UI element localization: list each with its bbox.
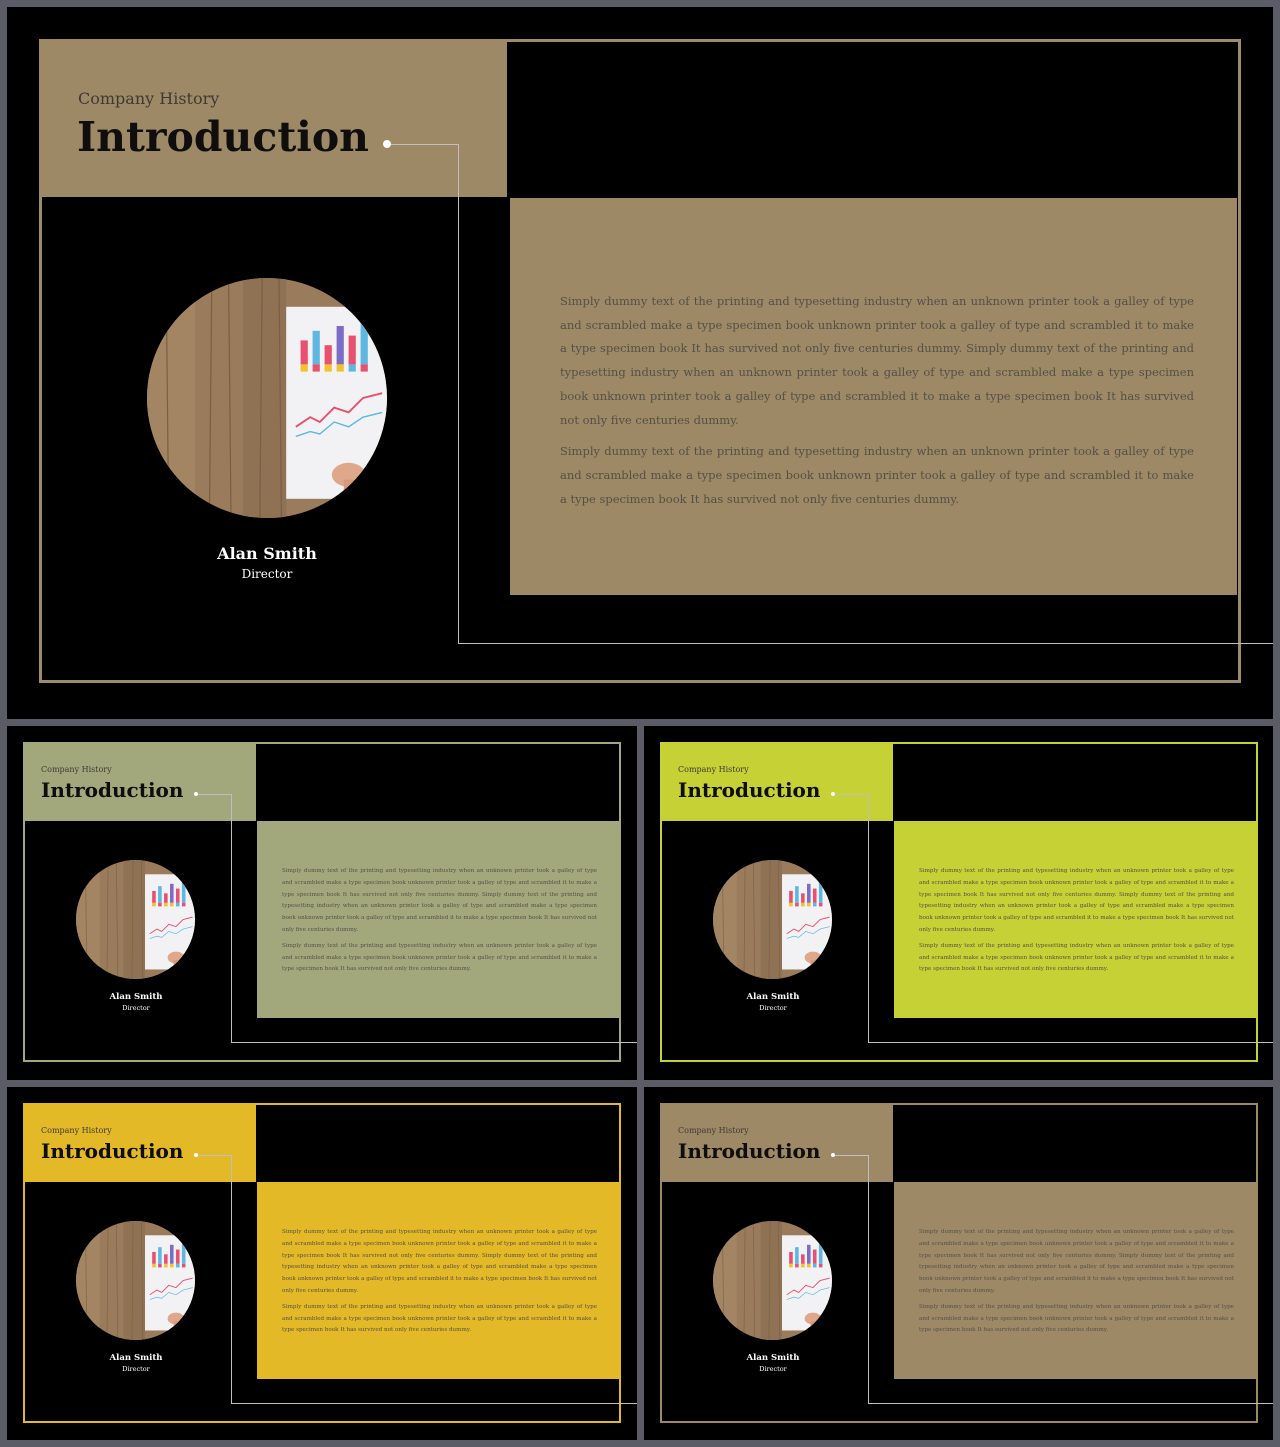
- profile-photo: [76, 860, 195, 979]
- text-panel: [257, 1182, 619, 1379]
- header-dark-panel: [894, 1105, 1256, 1182]
- slide-variant-tan[interactable]: [644, 1087, 1273, 1440]
- profile-photo: [147, 278, 387, 518]
- paragraph: Simply dummy text of the printing and typesetting industry when an unknown printer took a galley of type and scrambled make a type specimen book unknown printer took a galley of type and scrambled it to make a type specimen book It has survived not only five centuries dummy.: [282, 942, 597, 973]
- connector-line: [391, 144, 458, 145]
- person-role: Director: [241, 567, 293, 581]
- slide-variant-lime[interactable]: [644, 726, 1273, 1080]
- chart-photo-illustration: [76, 860, 195, 979]
- connector-dot: [383, 140, 391, 148]
- slide-main[interactable]: [7, 7, 1273, 719]
- connector-line: [198, 794, 231, 795]
- connector-line: [458, 643, 1273, 644]
- header-dark-panel: [257, 744, 619, 821]
- text-panel: [257, 821, 619, 1018]
- paragraph: Simply dummy text of the printing and typesetting industry when an unknown printer took a galley of type and scrambled make a type specimen book unknown printer took a galley of type and scrambled it to make a type specimen book It has survived not only five centuries dummy. Simply dummy text of the printing and typesetting industry when an unknown printer took a galley of type and scrambled make a type specimen book unknown printer took a galley of type and scrambled it to make a type specimen book It has survived not only five centuries dummy.: [919, 868, 1234, 933]
- connector-line: [231, 1155, 232, 1403]
- profile-photo: [76, 1221, 195, 1340]
- profile-photo: [713, 860, 832, 979]
- connector-line: [231, 794, 232, 1042]
- person-name: Alan Smith: [109, 1353, 163, 1363]
- profile-photo: [713, 1221, 832, 1340]
- paragraph: Simply dummy text of the printing and typesetting industry when an unknown printer took a galley of type and scrambled make a type specimen book unknown printer took a galley of type and scrambled it to make a type specimen book It has survived not only five centuries dummy. Simply dummy text of the printing and typesetting industry when an unknown printer took a galley of type and scrambled make a type specimen book unknown printer took a galley of type and scrambled it to make a type specimen book It has survived not only five centuries dummy.: [282, 1229, 597, 1294]
- paragraph: Simply dummy text of the printing and typesetting industry when an unknown printer took a galley of type and scrambled make a type specimen book unknown printer took a galley of type and scrambled it to make a type specimen book It has survived not only five centuries dummy.: [919, 942, 1234, 973]
- person-name: Alan Smith: [109, 992, 163, 1002]
- text-panel: [894, 1182, 1256, 1379]
- paragraph: Simply dummy text of the printing and typesetting industry when an unknown printer took a galley of type and scrambled make a type specimen book unknown printer took a galley of type and scrambled it to make a type specimen book It has survived not only five centuries dummy. Simply dummy text of the printing and typesetting industry when an unknown printer took a galley of type and scrambled make a type specimen book unknown printer took a galley of type and scrambled it to make a type specimen book It has survived not only five centuries dummy.: [560, 294, 1194, 427]
- person-role: Director: [122, 1365, 150, 1373]
- connector-line: [835, 794, 868, 795]
- person-role: Director: [759, 1004, 787, 1012]
- connector-line: [458, 144, 459, 643]
- page-title: Introduction: [678, 778, 821, 802]
- page-title: Introduction: [77, 113, 369, 161]
- paragraph: Simply dummy text of the printing and typesetting industry when an unknown printer took a galley of type and scrambled make a type specimen book unknown printer took a galley of type and scrambled it to make a type specimen book It has survived not only five centuries dummy.: [282, 1303, 597, 1334]
- subtitle: Company History: [678, 765, 749, 774]
- text-panel: [894, 821, 1256, 1018]
- paragraph: Simply dummy text of the printing and typesetting industry when an unknown printer took a galley of type and scrambled make a type specimen book unknown printer took a galley of type and scrambled it to make a type specimen book It has survived not only five centuries dummy.: [919, 1303, 1234, 1334]
- connector-line: [198, 1155, 231, 1156]
- page-title: Introduction: [41, 778, 184, 802]
- person-name: Alan Smith: [746, 992, 800, 1002]
- connector-line: [835, 1155, 868, 1156]
- page-title: Introduction: [41, 1139, 184, 1163]
- slide-variant-yellow[interactable]: [7, 1087, 637, 1440]
- person-name: Alan Smith: [746, 1353, 800, 1363]
- subtitle: Company History: [41, 765, 112, 774]
- person-role: Director: [759, 1365, 787, 1373]
- subtitle: Company History: [41, 1126, 112, 1135]
- paragraph: Simply dummy text of the printing and typesetting industry when an unknown printer took a galley of type and scrambled make a type specimen book unknown printer took a galley of type and scrambled it to make a type specimen book It has survived not only five centuries dummy. Simply dummy text of the printing and typesetting industry when an unknown printer took a galley of type and scrambled make a type specimen book unknown printer took a galley of type and scrambled it to make a type specimen book It has survived not only five centuries dummy.: [919, 1229, 1234, 1294]
- connector-line: [231, 1403, 637, 1404]
- paragraph: Simply dummy text of the printing and typesetting industry when an unknown printer took a galley of type and scrambled make a type specimen book unknown printer took a galley of type and scrambled it to make a type specimen book It has survived not only five centuries dummy.: [560, 444, 1194, 506]
- text-panel: [510, 198, 1237, 595]
- header-dark-panel: [894, 744, 1256, 821]
- paragraph: Simply dummy text of the printing and typesetting industry when an unknown printer took a galley of type and scrambled make a type specimen book unknown printer took a galley of type and scrambled it to make a type specimen book It has survived not only five centuries dummy. Simply dummy text of the printing and typesetting industry when an unknown printer took a galley of type and scrambled make a type specimen book unknown printer took a galley of type and scrambled it to make a type specimen book It has survived not only five centuries dummy.: [282, 868, 597, 933]
- person-role: Director: [122, 1004, 150, 1012]
- subtitle: Company History: [678, 1126, 749, 1135]
- header-dark-panel: [257, 1105, 619, 1182]
- subtitle: Company History: [78, 89, 220, 108]
- connector-line: [868, 794, 869, 1042]
- chart-photo-illustration: [147, 278, 387, 518]
- connector-line: [231, 1042, 637, 1043]
- connector-line: [868, 1042, 1273, 1043]
- chart-photo-illustration: [713, 1221, 832, 1340]
- connector-line: [868, 1403, 1273, 1404]
- slide-variant-sage[interactable]: [7, 726, 637, 1080]
- page-title: Introduction: [678, 1139, 821, 1163]
- chart-photo-illustration: [76, 1221, 195, 1340]
- person-name: Alan Smith: [217, 544, 317, 563]
- header-dark-panel: [510, 43, 1237, 198]
- chart-photo-illustration: [713, 860, 832, 979]
- connector-line: [868, 1155, 869, 1403]
